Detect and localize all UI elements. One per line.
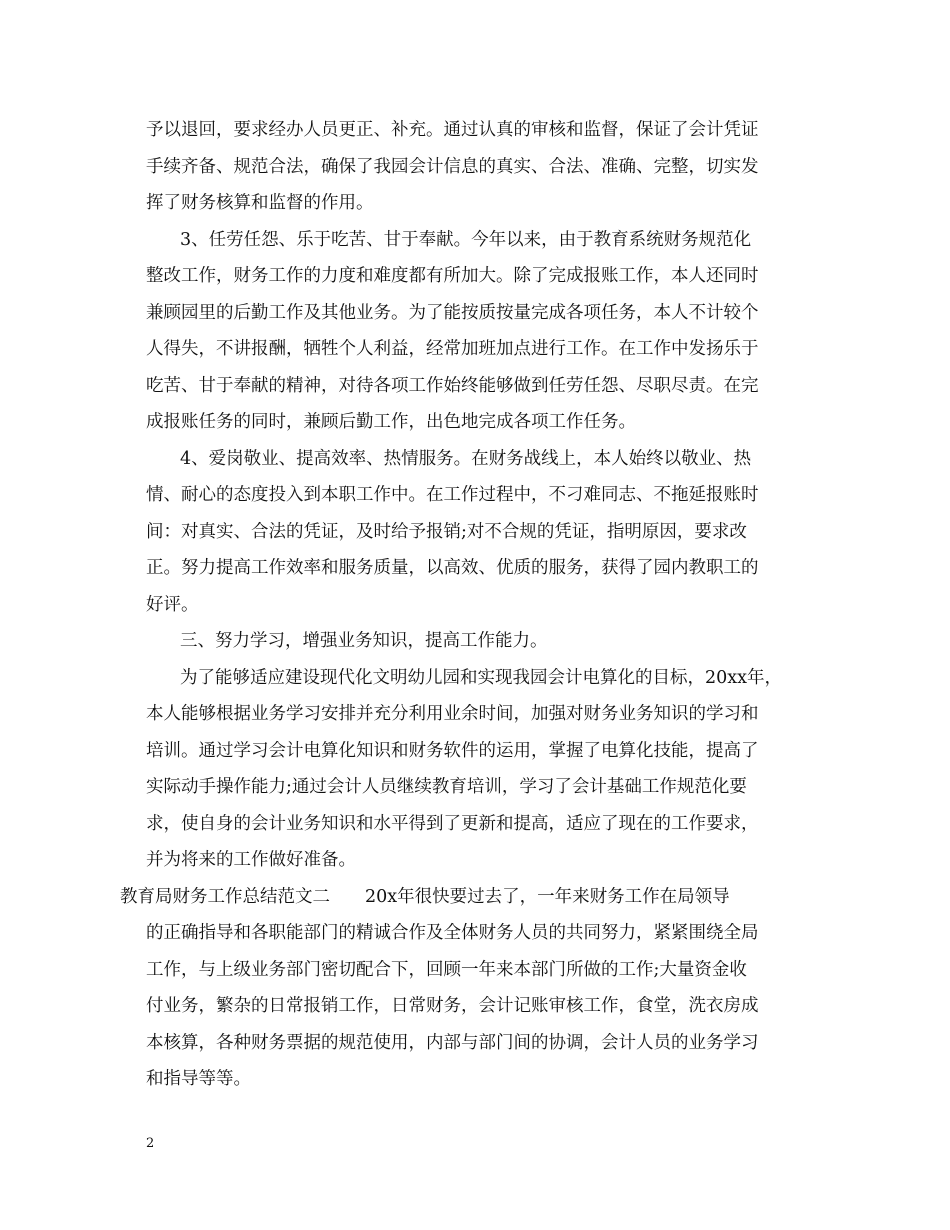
text-line: 本人能够根据业务学习安排并充分利用业余时间，加强对财务业务知识的学习和 — [146, 704, 759, 724]
text-line: 工作，与上级业务部门密切配合下，回顾一年来本部门所做的工作;大量资金收 — [146, 959, 747, 980]
text-line: 为了能够适应建设现代化文明幼儿园和实现我园会计电算化的目标，20xx年， — [180, 667, 783, 688]
document-body — [120, 112, 816, 1098]
text-line: 并为将来的工作做好准备。 — [146, 850, 356, 870]
text-line: 情、耐心的态度投入到本职工作中。在工作过程中，不刁难同志、不拖延报账时 — [146, 485, 759, 505]
text-line: 吃苦、甘于奉献的精神，对待各项工作始终能够做到任劳任怨、尽职尽责。在完 — [146, 375, 759, 396]
section-heading-line: 教育局财务工作总结范文二 20x年很快要过去了，一年来财务工作在局领导 — [120, 886, 730, 907]
text-line: 三、努力学习，增强业务知识，提高工作能力。 — [180, 631, 548, 651]
text-line: 3、任劳任怨、乐于吃苦、甘于奉献。今年以来，由于教育系统财务规范化 — [180, 229, 752, 250]
text-line: 实际动手操作能力;通过会计人员继续教育培训，学习了会计基础工作规范化要 — [146, 777, 747, 797]
text-line: 本核算，各种财务票据的规范使用，内部与部门间的协调，会计人员的业务学习 — [146, 1032, 759, 1053]
text-line: 兼顾园里的后勤工作及其他业务。为了能按质按量完成各项任务，本人不计较个 — [146, 302, 759, 323]
text-line: 的正确指导和各职能部门的精诚合作及全体财务人员的共同努力，紧紧围绕全局 — [146, 923, 759, 943]
text-line: 间：对真实、合法的凭证，及时给予报销;对不合规的凭证，指明原因，要求改 — [146, 521, 747, 542]
text-line: 人得失，不讲报酬，牺牲个人利益，经常加班加点进行工作。在工作中发扬乐于 — [146, 339, 759, 359]
text-line: 好评。 — [146, 594, 199, 615]
text-line: 予以退回，要求经办人员更正、补充。通过认真的审核和监督，保证了会计凭证 — [146, 120, 759, 140]
text-line: 正。努力提高工作效率和服务质量，以高效、优质的服务，获得了园内教职工的 — [146, 558, 759, 578]
text-line: 手续齐备、规范合法，确保了我园会计信息的真实、合法、准确、完整，切实发 — [146, 156, 759, 177]
text-line: 付业务，繁杂的日常报销工作，日常财务，会计记账审核工作，食堂，洗衣房成 — [146, 996, 759, 1016]
text-line: 和指导等等。 — [146, 1069, 251, 1089]
text-line: 4、爱岗敬业、提高效率、热情服务。在财务战线上，本人始终以敬业、热 — [180, 448, 752, 469]
text-line: 挥了财务核算和监督的作用。 — [146, 193, 374, 213]
page-number: 2 — [146, 1136, 155, 1151]
text-line: 培训。通过学习会计电算化知识和财务软件的运用，掌握了电算化技能，提高了 — [146, 740, 759, 761]
text-line: 求，使自身的会计业务知识和水平得到了更新和提高，适应了现在的工作要求， — [146, 813, 759, 834]
text-line: 整改工作，财务工作的力度和难度都有所加大。除了完成报账工作，本人还同时 — [146, 266, 759, 286]
text-line: 成报账任务的同时，兼顾后勤工作，出色地完成各项工作任务。 — [146, 412, 636, 432]
